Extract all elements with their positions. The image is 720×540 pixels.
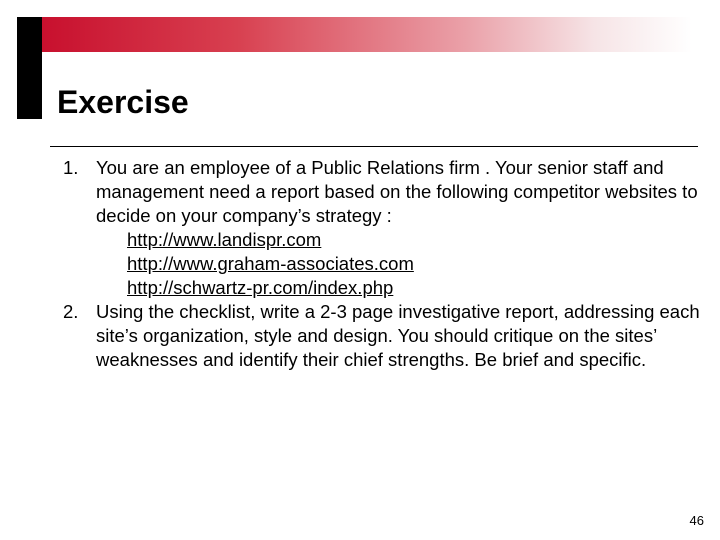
link-schwartz-pr[interactable]: http://schwartz-pr.com/index.php (127, 277, 394, 298)
link-graham-associates[interactable]: http://www.graham-associates.com (127, 253, 414, 274)
list-item-1-number: 1. (63, 157, 79, 178)
list-item-2 (63, 300, 703, 372)
slide-body (63, 156, 703, 372)
list-item-1-text: You are an employee of a Public Relations firm . Your senior staff and management need a report based on the following competitor websites to decide on your company’s strategy : (96, 157, 698, 226)
title-divider (50, 146, 698, 147)
list-item-2-text: Using the checklist, write a 2-3 page investigative report, addressing each site’s organization, style and design. You should critique on the sites’ weaknesses and identify their chief strengths. Be brief and specific. (96, 301, 700, 370)
link-landispr[interactable]: http://www.landispr.com (127, 229, 322, 250)
title-accent-gradient-bar (42, 17, 692, 52)
page-number: 46 (689, 513, 704, 528)
title-accent-black-bar (17, 17, 42, 119)
list-item-2-number: 2. (63, 301, 79, 322)
slide-title: Exercise (57, 84, 189, 120)
list-item-1 (63, 156, 703, 300)
